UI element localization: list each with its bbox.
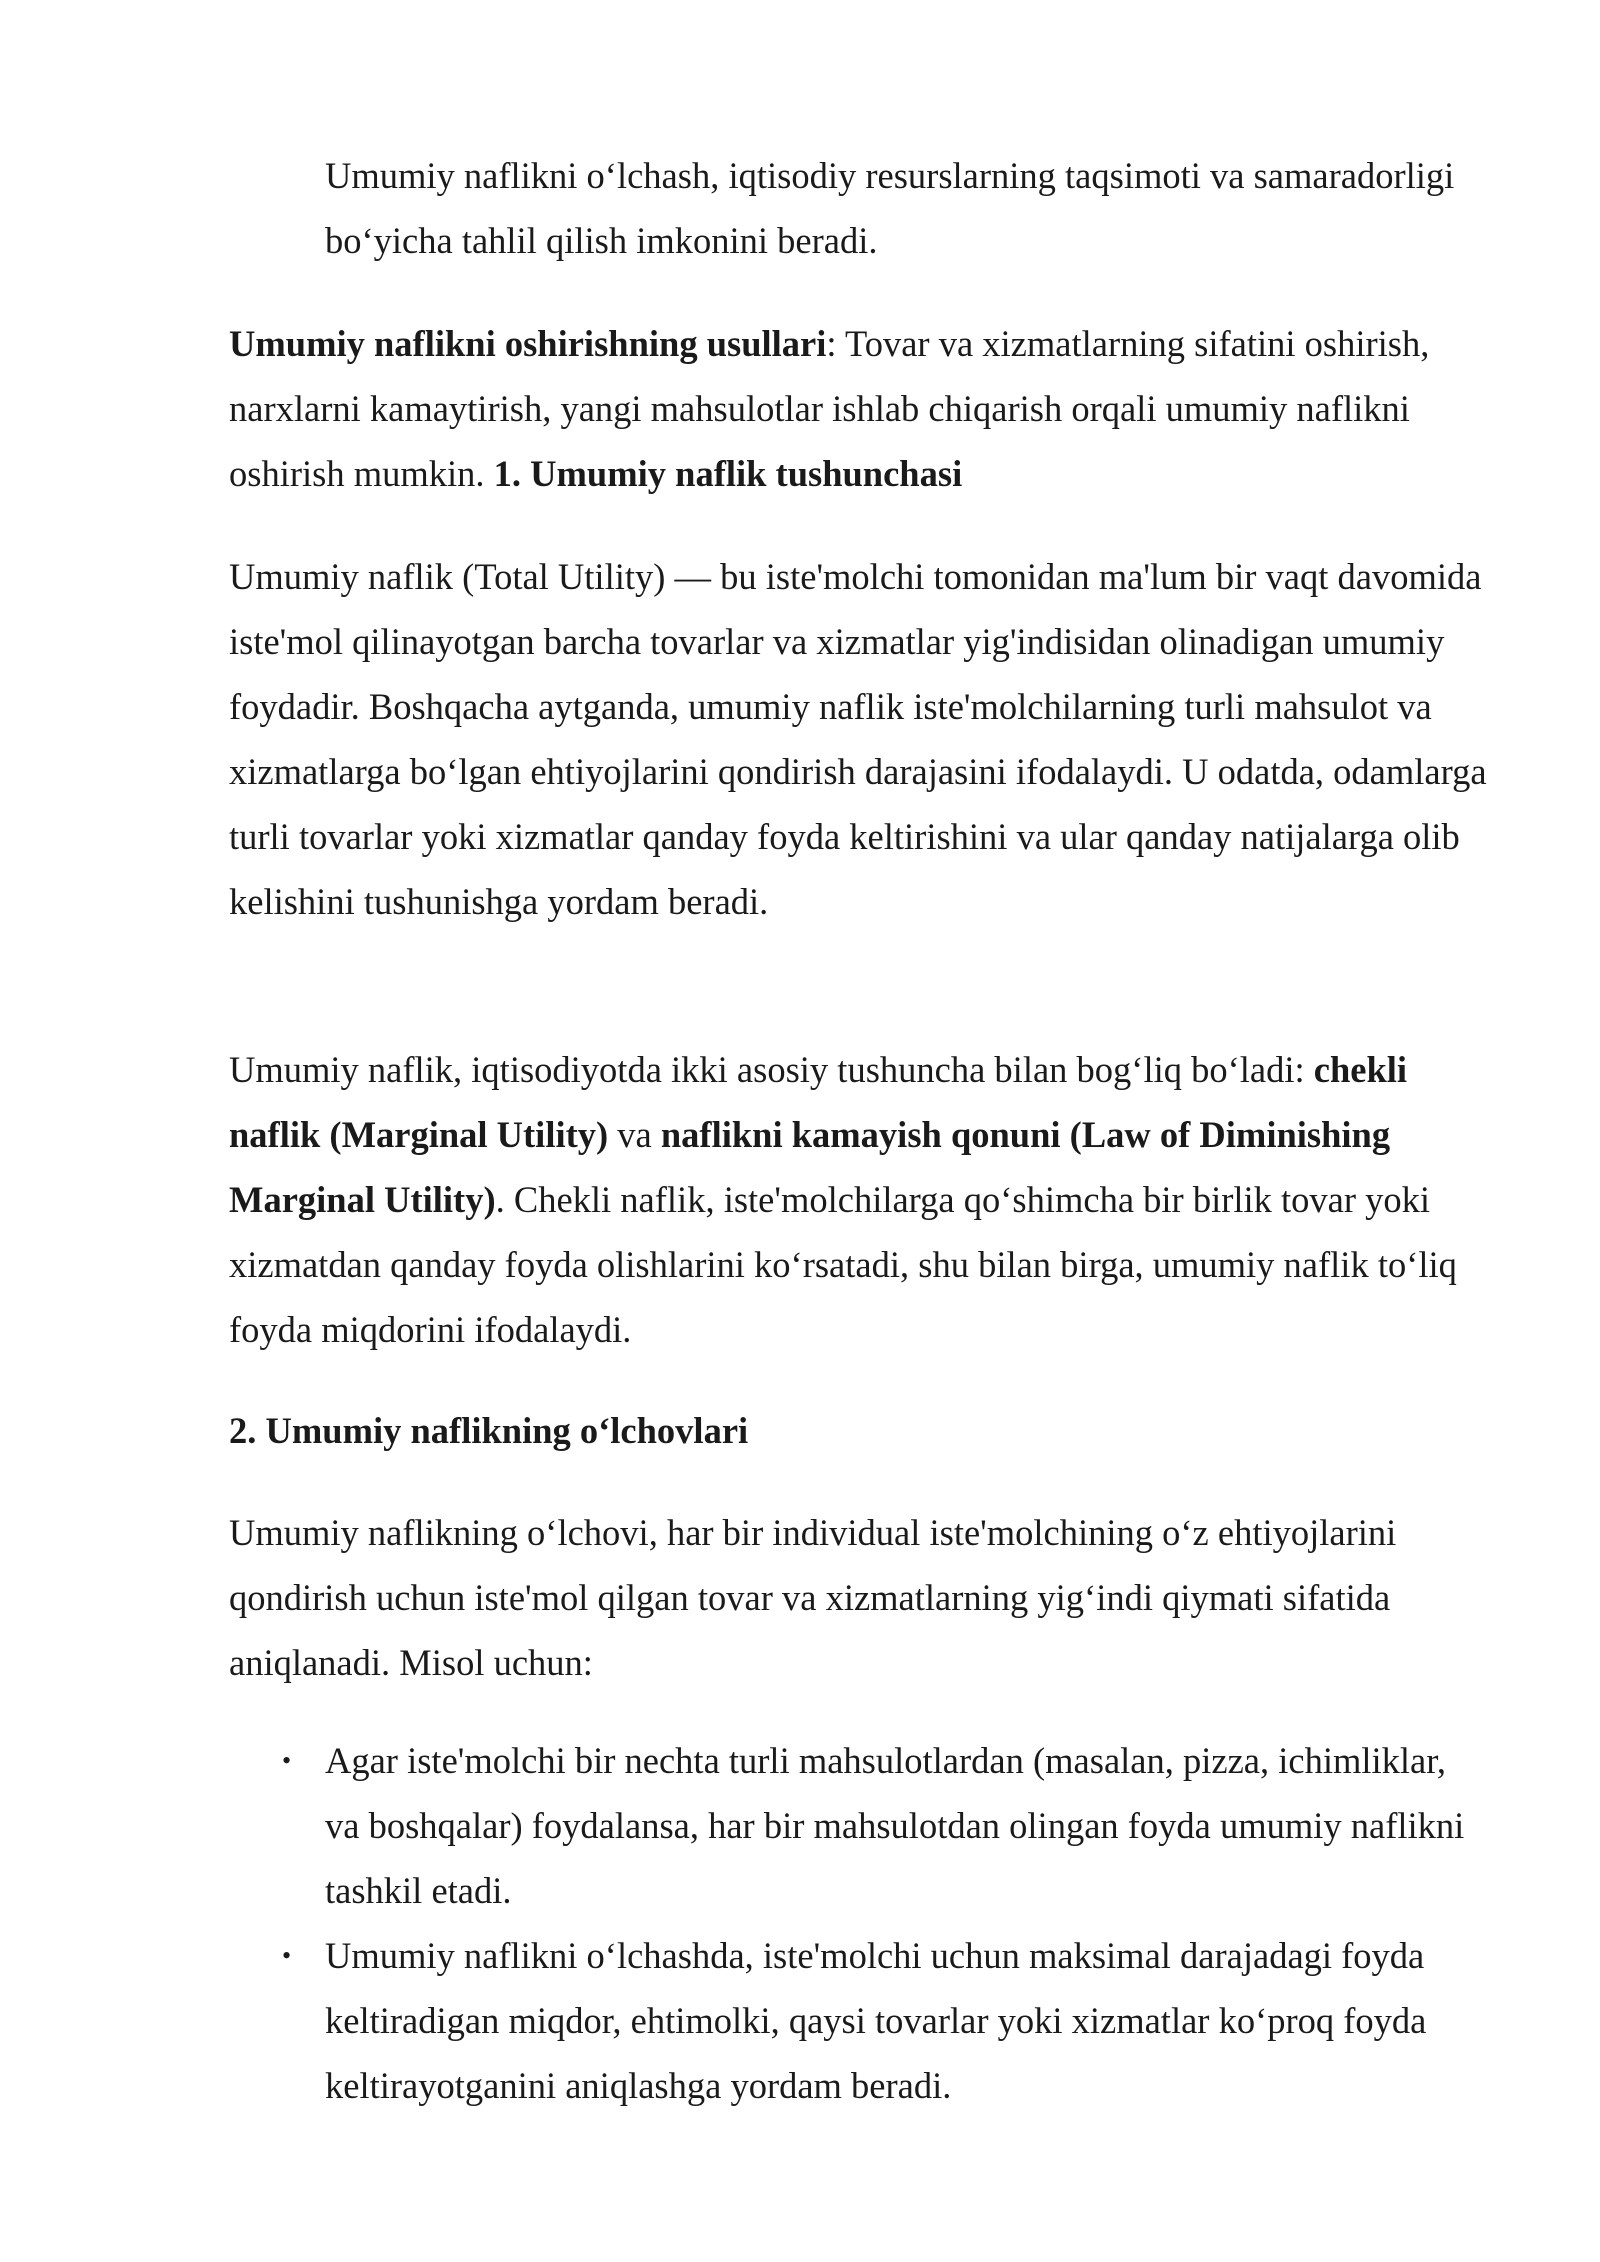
concepts-paragraph xyxy=(229,1037,1489,1362)
section2-heading-text: 2. Umumiy naflikning o‘lchovlari xyxy=(229,1410,749,1451)
section1-heading: 1. Umumiy naflik tushunchasi xyxy=(493,453,963,494)
marginal-utility-term: chekli naflik (Marginal Utility) xyxy=(229,1049,1408,1155)
methods-text: : Tovar va xizmatlarning sifatini oshirish, narxlarni kamaytirish, yangi mahsulotlar ishlab chiqarish orqali umumiy naflikni oshirish mumkin. xyxy=(229,323,1430,494)
list-item xyxy=(282,1923,1485,2118)
methods-paragraph xyxy=(229,311,1489,506)
bullet-list xyxy=(282,1728,1485,2118)
bullet-icon: • xyxy=(282,1941,292,1970)
intro-text: Umumiy naflikni o‘lchash, iqtisodiy resurslarning taqsimoti va samaradorligi bo‘yicha tahlil qilish imkonini beradi. xyxy=(325,155,1455,261)
methods-label: Umumiy naflikni oshirishning usullari xyxy=(229,323,827,364)
section2-heading xyxy=(229,1398,1489,1463)
concepts-text-3: . Chekli naflik, iste'molchilarga qo‘shimcha bir birlik tovar yoki xizmatdan qanday foyda olishlarini ko‘rsatadi, shu bilan birga, umumiy naflik to‘liq foyda miqdorini ifodalaydi. xyxy=(229,1179,1457,1350)
diminishing-law-term: naflikni kamayish qonuni (Law of Diminishing Marginal Utility) xyxy=(229,1114,1391,1220)
concepts-text-2: va xyxy=(608,1114,661,1155)
section2-text: Umumiy naflikning o‘lchovi, har bir individual iste'molchining o‘z ehtiyojlarini qondirish uchun iste'mol qilgan tovar va xizmatlarning yig‘indi qiymati sifatida aniqlanadi. Misol uchun: xyxy=(229,1512,1397,1683)
list-item-text: Umumiy naflikni o‘lchashda, iste'molchi uchun maksimal darajadagi foyda keltiradigan miqdor, ehtimolki, qaysi tovarlar yoki xizmatlar ko‘proq foyda keltirayotganini aniqlashga yordam beradi. xyxy=(325,1935,1427,2106)
section2-paragraph xyxy=(229,1500,1489,1695)
definition-text: Umumiy naflik (Total Utility) — bu iste'molchi tomonidan ma'lum bir vaqt davomida iste'mol qilinayotgan barcha tovarlar va xizmatlar yig'indisidan olinadigan umumiy foydadir. Boshqacha aytganda, umumiy naflik iste'molchilarning turli mahsulot va xizmatlarga bo‘lgan ehtiyojlarini qondirish darajasini ifodalaydi. U odatda, odamlarga turli tovarlar yoki xizmatlar qanday foyda keltirishini va ular qanday natijalarga olib kelishini tushunishga yordam beradi. xyxy=(229,556,1487,922)
list-item-text: Agar iste'molchi bir nechta turli mahsulotlardan (masalan, pizza, ichimliklar, va boshqalar) foydalansa, har bir mahsulotdan olingan foyda umumiy naflikni tashkil etadi. xyxy=(325,1740,1465,1911)
definition-paragraph xyxy=(229,544,1489,934)
bullet-icon: • xyxy=(282,1746,292,1775)
intro-paragraph xyxy=(325,143,1485,273)
concepts-text-1: Umumiy naflik, iqtisodiyotda ikki asosiy tushuncha bilan bog‘liq bo‘ladi: xyxy=(229,1049,1314,1090)
list-item xyxy=(282,1728,1485,1923)
